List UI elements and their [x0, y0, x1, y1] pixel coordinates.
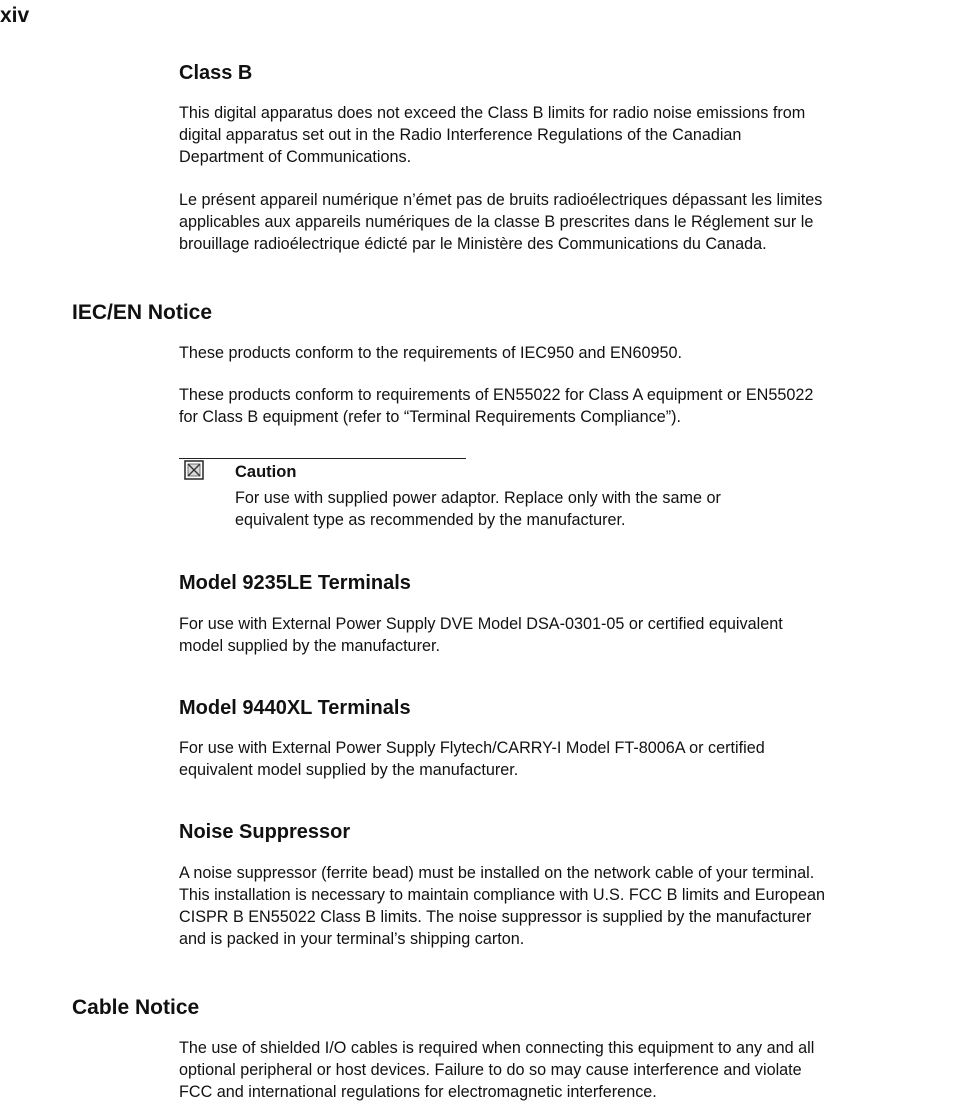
noise-suppressor-heading: Noise Suppressor — [179, 821, 351, 843]
paragraph-line: digital apparatus set out in the Radio Interference Regulations of the Canadian — [179, 126, 742, 144]
model-9440xl-heading: Model 9440XL Terminals — [179, 697, 411, 719]
paragraph-line: A noise suppressor (ferrite bead) must be installed on the network cable of your terminal. — [179, 864, 815, 882]
paragraph-line: These products conform to the requirements of IEC950 and EN60950. — [179, 344, 682, 362]
paragraph-line: The use of shielded I/O cables is required when connecting this equipment to any and all — [179, 1039, 815, 1057]
paragraph-line: applicables aux appareils numériques de la classe B prescrites dans le Réglement sur le — [179, 213, 814, 231]
iec-en-notice-heading: IEC/EN Notice — [72, 301, 213, 324]
page-number: xiv — [0, 4, 30, 27]
paragraph-line: For use with External Power Supply DVE Model DSA-0301-05 or certified equivalent — [179, 615, 783, 633]
class-b-english-paragraph — [179, 102, 958, 168]
paragraph-line: brouillage radioélectrique édicté par le Ministère des Communications du Canada. — [179, 235, 767, 253]
model-9235le-paragraph — [179, 613, 958, 657]
noise-suppressor-paragraph — [179, 862, 958, 950]
caution-divider — [179, 458, 466, 459]
paragraph-line: This digital apparatus does not exceed the Class B limits for radio noise emissions from — [179, 104, 806, 122]
model-9440xl-paragraph — [179, 737, 958, 781]
paragraph-line: and is packed in your terminal’s shipping carton. — [179, 930, 525, 948]
paragraph-line: For use with supplied power adaptor. Replace only with the same or — [235, 489, 721, 507]
paragraph-line: model supplied by the manufacturer. — [179, 637, 440, 655]
caution-body — [235, 487, 935, 531]
paragraph-line: Department of Communications. — [179, 148, 412, 166]
paragraph-line: For use with External Power Supply Flytech/CARRY-I Model FT-8006A or certified — [179, 739, 765, 757]
iec-en-paragraph-2 — [179, 384, 958, 428]
iec-en-paragraph-1 — [179, 342, 958, 364]
caution-box-icon — [184, 460, 204, 480]
paragraph-line: These products conform to requirements of EN55022 for Class A equipment or EN55022 — [179, 386, 814, 404]
cable-notice-paragraph — [179, 1037, 958, 1103]
paragraph-line: Le présent appareil numérique n’émet pas de bruits radioélectriques dépassant les limites — [179, 191, 823, 209]
paragraph-line: for Class B equipment (refer to “Terminal Requirements Compliance”). — [179, 408, 681, 426]
paragraph-line: FCC and international regulations for electromagnetic interference. — [179, 1083, 657, 1101]
paragraph-line: equivalent type as recommended by the manufacturer. — [235, 511, 626, 529]
class-b-french-paragraph — [179, 189, 958, 255]
caution-title: Caution — [235, 463, 297, 481]
paragraph-line: CISPR B EN55022 Class B limits. The noise suppressor is supplied by the manufacturer — [179, 908, 812, 926]
paragraph-line: equivalent model supplied by the manufacturer. — [179, 761, 519, 779]
paragraph-line: This installation is necessary to maintain compliance with U.S. FCC B limits and European — [179, 886, 825, 904]
cable-notice-heading: Cable Notice — [72, 996, 200, 1019]
model-9235le-heading: Model 9235LE Terminals — [179, 572, 411, 594]
paragraph-line: optional peripheral or host devices. Failure to do so may cause interference and violate — [179, 1061, 802, 1079]
class-b-heading: Class B — [179, 62, 253, 84]
